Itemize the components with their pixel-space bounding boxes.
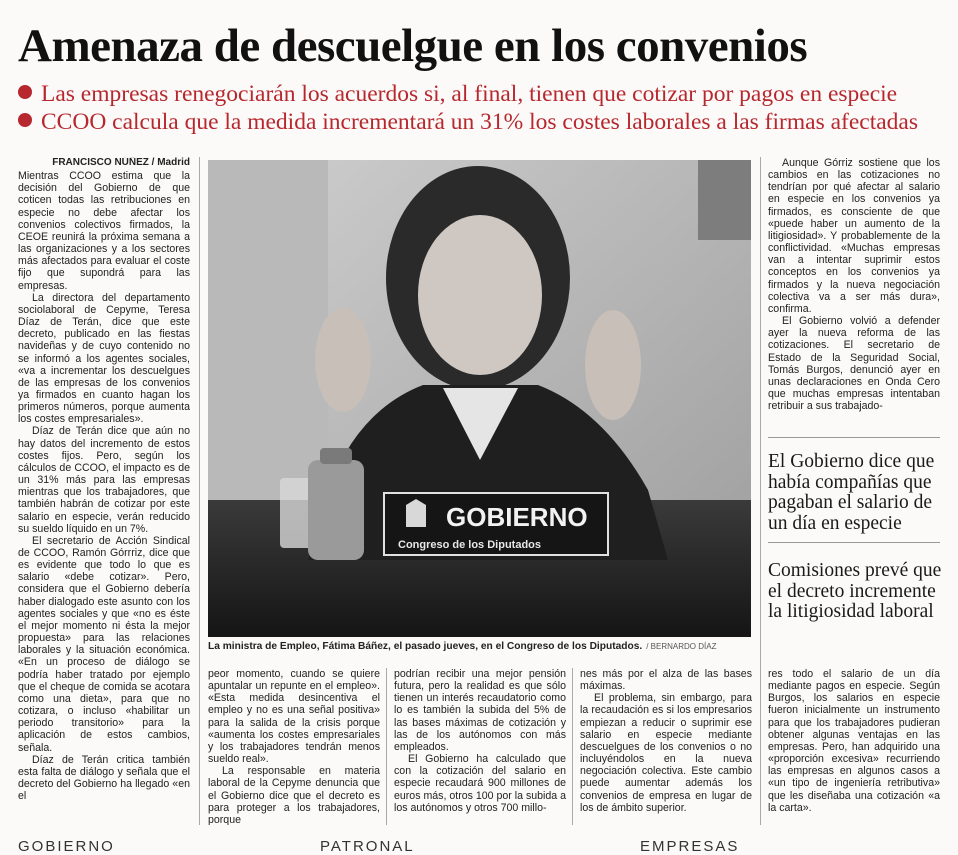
paragraph: Díaz de Terán dice que aún no hay datos del incremento de estos costes fijos. Pero, según los cálculos de CCOO, el impacto es de un 31% más para las empresas mientras que los trabajadores, que también habrán de cotizar por este salario en especie, verán reducido su sueldo líquido en un 7%. <box>18 425 190 535</box>
paragraph: El secretario de Acción Sindical de CCOO, Ramón Górrriz, dice que es evidente que todo lo que es salario «debe cotizar». Pero, considera que el Gobierno debería haber dialogado este asunto con los agentes sociales y que «no es éste el mejor momento ni ésta la mejor propuesta» para las relaciones laborales y la situación económica. «En un proceso de diálogo se podría haber tratado por ejemplo que el cheque de comida se acotara como una dieta», para que no cotizara, o incluso «habilitar un periodo transitorio» para la aplicación de estos cambios, señala. <box>18 534 190 754</box>
column-divider <box>760 157 761 825</box>
pullquote-rule <box>768 542 940 543</box>
paragraph: Díaz de Terán critica también esta falta de diálogo y señala que el decreto del Gobierno ha llegado «en el <box>18 753 190 803</box>
subhead-1-text: Las empresas renegociarán los acuerdos si, al final, tienen que cotizar por pagos en especie <box>41 81 898 107</box>
paragraph: La directora del departamento sociolaboral de Cepyme, Teresa Díaz de Terán, dice que este decreto, publicado en las fiestas navideñas y de cuyo contenido no se informó a los agentes sociales, «va a incrementar los descuelgues de las empresas de los convenios ya firmados en cuanto hagan los primeros números, porque aumenta los costes empresariales». <box>18 291 190 426</box>
paragraph: peor momento, cuando se quiere apuntalar un repunte en el empleo». «Esta medida desincentiva el empleo y no es una señal positiva» para la salida de la crisis porque «aumenta los costes empresariales y los trabajadores tendrán menos sueldo real». <box>208 668 380 766</box>
nameplate-subtitle: Congreso de los Diputados <box>398 539 542 551</box>
bullet-dot-icon <box>18 85 32 99</box>
column-divider <box>572 668 573 825</box>
column-divider <box>386 668 387 825</box>
paragraph: res todo el salario de un día mediante pagos en especie. Según Burgos, los salarios en especie fueron inicialmente un instrumento para que los trabajadores pudieran obtener algunas ventajas en las empresas. Pero, han adquirido una «proporción excesiva» recurriendo las empresas en algunos casos a «un tipo de ingeniería retributiva» que les diseñaba una cotización «a la carta». <box>768 668 940 814</box>
subhead-2-text: CCOO calcula que la medida incrementará un 31% los costes laborales a las firmas afectadas <box>41 109 918 135</box>
article-column-3 <box>394 668 566 825</box>
footer-section-gobierno: GOBIERNO <box>18 838 115 855</box>
paragraph: podrían recibir una mejor pensión futura, pero la realidad es que sólo tienen un interés recaudatorio como lo es también la subida del 5% de las bases máximas de cotización y las de los autónomos con más empleados. <box>394 668 566 753</box>
photo-caption <box>208 641 751 652</box>
column-divider <box>199 157 200 825</box>
subhead-1 <box>18 80 897 108</box>
nameplate-title: GOBIERNO <box>446 502 588 532</box>
news-photo <box>208 160 751 637</box>
subhead-2 <box>18 108 918 136</box>
article-column-2 <box>208 668 380 825</box>
paragraph: El Gobierno volvió a defender ayer la nueva reforma de las cotizaciones. El secretario de Estado de la Seguridad Social, Tomás Burgos, denunció ayer en unas declaraciones en Onda Cero que muchas empresas intentaban retribuir a sus trabajado- <box>768 315 940 413</box>
pullquote-1: El Gobierno dice que había compañías que pagaban el salario de un día en especie <box>768 451 935 534</box>
footer-section-patronal: PATRONAL <box>320 838 415 855</box>
photo-illustration <box>208 160 751 637</box>
paragraph: nes más por el alza de las bases máximas. <box>580 668 752 693</box>
article-column-5-bottom <box>768 668 940 825</box>
article-column-4 <box>580 668 752 825</box>
paragraph: Mientras CCOO estima que la decisión del Gobierno de que coticen todas las retribuciones en especie no debe afectar los convenios colectivos firmados, la CEOE reunirá la próxima semana a las organizaciones y a los sectores más afectados para evaluar el coste fijo que supondrá para las empresas. <box>18 170 190 292</box>
caption-text: La ministra de Empleo, Fátima Báñez, el pasado jueves, en el Congreso de los Diputados. <box>208 641 643 652</box>
paragraph: El Gobierno ha calculado que con la cotización del salario en especie recaudará 900 millones de euros más, otros 100 por la subida a los autónomos y otros 700 millo- <box>394 753 566 814</box>
article-column-1 <box>18 157 190 825</box>
paragraph: El problema, sin embargo, para la recaudación es si los empresarios empiezan a reducir o suprimir ese salario en especie mediante descuelgues de los convenios o no incluyéndolos en la nueva negociación colectiva. Este cambio puede aumentar además los convenios de empresa en lugar de los de ámbito superior. <box>580 692 752 814</box>
article-column-5 <box>768 157 940 430</box>
bullet-dot-icon <box>18 113 32 127</box>
photo-credit: / BERNARDO DÍAZ <box>646 642 717 651</box>
byline: FRANCISCO NÚÑEZ / Madrid <box>52 157 190 168</box>
headline: Amenaza de descuelgue en los convenios <box>18 20 808 72</box>
pullquote-2: Comisiones prevé que el decreto incremente la litigiosidad laboral <box>768 560 942 622</box>
pullquote-rule <box>768 437 940 438</box>
footer-section-empresas: EMPRESAS <box>640 838 740 855</box>
paragraph: La responsable en materia laboral de la Cepyme denuncia que el Gobierno dice que el decreto es para proteger a los trabajadores, porque <box>208 765 380 825</box>
paragraph: Aunque Górriz sostiene que los cambios en las cotizaciones no tendrían por qué afectar al salario en especie en los convenios ya firmados, es consciente de que «puede haber un aumento de la litigiosidad». Y probablemente de la conflictividad. «Muchas empresas van a intentar suprimir estos conceptos en los convenios ya firmados y la nueva negociación colectiva va a ser más dura», confirma. <box>768 157 940 315</box>
